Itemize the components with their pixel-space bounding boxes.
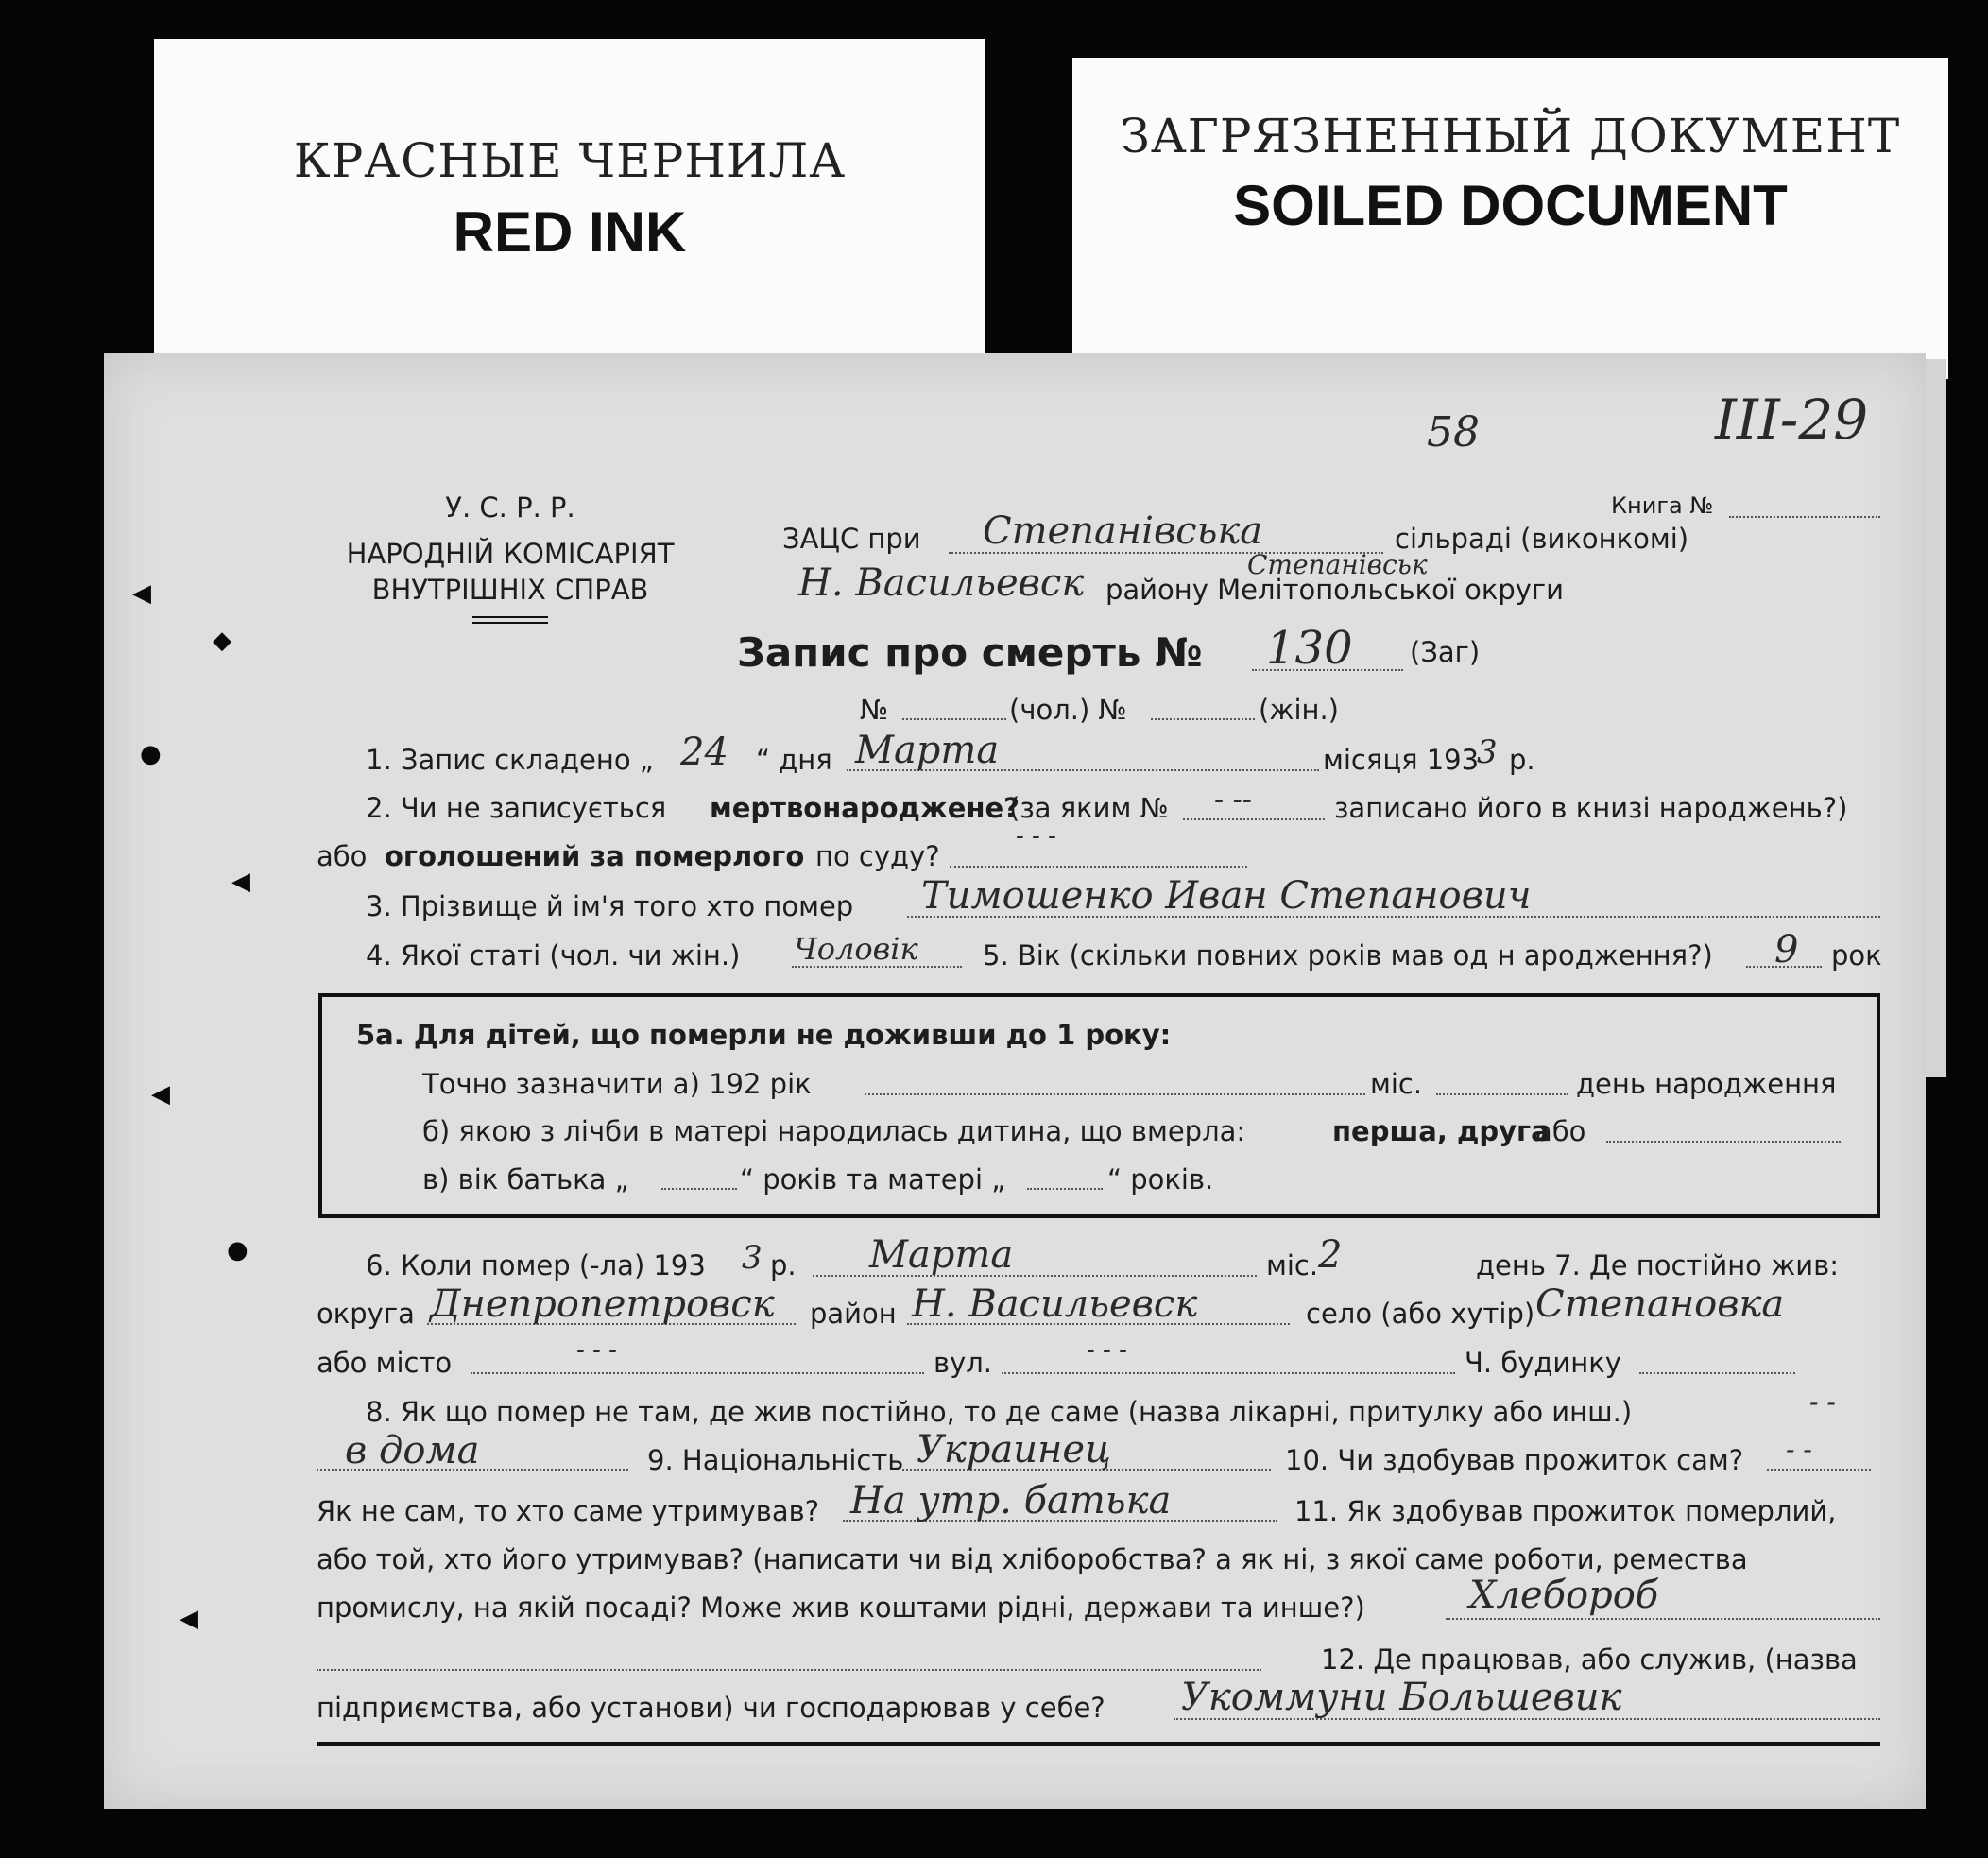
q2-label: 2. Чи не записується (366, 792, 667, 824)
box-line2-label: б) якою з лічби в матері народилась дитина, що вмерла: (422, 1115, 1246, 1147)
box-month-label: міс. (1370, 1068, 1423, 1100)
commissariat-header: НАРОДНІЙ КОМІСАРІЯТ (346, 538, 675, 570)
zags-suffix: сільраді (виконкомі) (1395, 523, 1689, 555)
red-ink-label-ru: КРАСНЫЕ ЧЕРНИЛА (293, 133, 847, 188)
rayon-overwrite-hand: Степанівськ (1247, 549, 1428, 580)
q8-place-hand: в дома (345, 1429, 480, 1472)
q7-city-label: або місто (317, 1347, 453, 1379)
q4-label: 4. Якої статі (чол. чи жін.) (366, 939, 741, 972)
q6-month-label: міс. (1266, 1249, 1319, 1282)
q12-line2: підприємства, або установи) чи господарював у себе? (317, 1692, 1105, 1724)
q11-answer-line (1446, 1618, 1880, 1620)
record-title-suffix: (Заг) (1410, 636, 1481, 668)
q6-month-hand: Марта (869, 1233, 1014, 1277)
q7-street-hand: - - - (1087, 1336, 1127, 1365)
q6-day-hand: 2 (1318, 1233, 1343, 1277)
q6-year-hand: 3 (742, 1239, 763, 1277)
q2-stillborn: мертвонароджене? (710, 792, 1020, 824)
q10b-label: Як не сам, то хто саме утримував? (317, 1495, 820, 1527)
q5-label: 5. Вік (скільки повних років мав од н ародження?) (983, 939, 1713, 972)
q12-workplace-hand: Укоммуни Большевик (1181, 1676, 1622, 1719)
soiled-label-ru: ЗАГРЯЗНЕННЫЙ ДОКУМЕНТ (1120, 109, 1901, 163)
book-number-line (1729, 516, 1880, 518)
q1-month-hand: Марта (855, 729, 1000, 772)
q5-age-hand: 9 (1774, 928, 1799, 972)
q8-label: 8. Як що помер не там, де жив постійно, то де саме (назва лікарні, притулку або инш.) (366, 1396, 1633, 1428)
q1-label: 1. Запис складено „ (366, 744, 654, 776)
box-title: 5а. Для дітей, що померли не доживши до 1 року: (356, 1019, 1172, 1051)
punch-hole: ◀ (151, 1080, 170, 1109)
corner-number: 58 (1427, 408, 1480, 456)
q11-label: 11. Як здобував прожиток померлий, (1294, 1495, 1837, 1527)
q7-rayon-label: район (810, 1298, 897, 1330)
box-or-label: або (1535, 1115, 1586, 1147)
q7-okruga-label: округа (317, 1298, 415, 1330)
box-years-label: “ років. (1107, 1163, 1214, 1196)
q3-name-hand: Тимошенко Иван Степанович (921, 874, 1532, 918)
punch-hole: ● (227, 1236, 248, 1264)
q6-year-suffix: р. (770, 1249, 797, 1282)
q2-number-label: (за яким № (1009, 792, 1169, 824)
q2b-court-label: по суду? (815, 840, 940, 872)
q7-okruga-hand: Днепропетровск (430, 1282, 775, 1326)
q10-hand: - - (1786, 1434, 1812, 1465)
sub-male-label: (чол.) № (1009, 694, 1127, 726)
q11-line2: або той, хто його утримував? (написати чи від хліборобства? а як ні, з якої саме роботи, ремества (317, 1543, 1748, 1575)
q8-dash-hand: - - (1809, 1386, 1836, 1418)
sub-female-label: (жін.) (1259, 694, 1339, 726)
q5-years-label: рок (1831, 939, 1882, 972)
q6-label: 6. Коли помер (-ла) 193 (366, 1249, 706, 1282)
q7-street-label: вул. (934, 1347, 993, 1379)
box-order-line (1606, 1141, 1841, 1143)
box-mother-label: “ років та матері „ (740, 1163, 1006, 1196)
soiled-label-en: SOILED DOCUMENT (1233, 174, 1788, 237)
book-label: Книга № (1611, 492, 1714, 519)
punch-hole: ● (140, 740, 162, 768)
q3-label: 3. Прізвище й ім'я того хто помер (366, 890, 854, 922)
q10-label: 10. Чи здобував прожиток сам? (1285, 1444, 1744, 1476)
document-back-edge (1926, 359, 1946, 1077)
q1-year-hand: 3 (1477, 733, 1498, 771)
q2b-or: або (317, 840, 368, 872)
q2b-court-line (950, 866, 1247, 868)
box-father-label: в) вік батька „ (422, 1163, 629, 1196)
q9-nationality-hand: Украинец (917, 1428, 1111, 1471)
q1-day-label: “ дня (756, 744, 832, 776)
archive-code: III-29 (1715, 387, 1869, 452)
q10b-hand: На утр. батька (850, 1479, 1172, 1523)
q1-month-label: місяця 193 (1323, 744, 1480, 776)
red-ink-label-card (154, 39, 985, 360)
internal-affairs-header: ВНУТРІШНІХ СПРАВ (371, 574, 649, 606)
record-title: Запис про смерть № (737, 629, 1203, 676)
box-father-line (661, 1188, 737, 1190)
q2-number-line (1183, 818, 1325, 820)
q7-house-label: Ч. будинку (1465, 1347, 1621, 1379)
punch-hole: ◆ (213, 627, 231, 655)
box-month-line (1436, 1093, 1568, 1095)
q12-label: 12. Де працював, або служив, (назва (1321, 1643, 1858, 1676)
box-line1-label: Точно зазначити а) 192 рік (422, 1068, 812, 1100)
q7-house-line (1639, 1372, 1795, 1374)
rayon-suffix: району Мелітопольської округи (1105, 574, 1565, 606)
q7-village-label: село (або хутір) (1306, 1298, 1535, 1330)
punch-hole: ◀ (132, 579, 151, 608)
q7-street-line (1002, 1372, 1455, 1374)
bottom-rule (317, 1742, 1880, 1746)
ussr-header: У. С. Р. Р. (445, 491, 575, 524)
sub-number-label: № (860, 694, 889, 726)
red-ink-label-en: RED INK (453, 200, 687, 264)
box-birthday-label: день народження (1576, 1068, 1837, 1100)
box-mother-line (1027, 1188, 1103, 1190)
q7-city-line (471, 1372, 924, 1374)
header-divider (472, 622, 548, 624)
soiled-document-label-card (1072, 58, 1948, 379)
q10-line (1767, 1469, 1871, 1471)
q6-day-label: день 7. Де постійно жив: (1476, 1249, 1839, 1282)
q11-line3: промислу, на якій посаді? Може жив коштами рідні, держави та инше?) (317, 1591, 1365, 1624)
q4-sex-hand: Чоловік (794, 931, 918, 967)
q7-village-hand: Степановка (1535, 1282, 1785, 1326)
punch-hole: ◀ (231, 868, 250, 896)
q2b-court-hand: - - - (1016, 822, 1056, 851)
q2-number-hand: - -- (1214, 783, 1252, 817)
box-first-second: перша, друга (1332, 1115, 1550, 1147)
record-number-hand: 130 (1266, 622, 1353, 675)
q11-extra-line (317, 1669, 1261, 1671)
q7-rayon-hand: Н. Васильевск (912, 1282, 1198, 1326)
q9-label: 9. Національність (647, 1444, 904, 1476)
male-number-line (902, 718, 1006, 720)
header-divider (472, 616, 548, 618)
village-council-hand: Степанівська (983, 509, 1263, 553)
q7-city-hand: - - - (576, 1336, 617, 1365)
q2-book-label: записано його в книзі народжень?) (1334, 792, 1848, 824)
punch-hole: ◀ (180, 1605, 198, 1633)
zags-prefix: ЗАЦС при (782, 523, 921, 555)
rayon-hand: Н. Васильевск (798, 561, 1085, 605)
q2b-declared-dead: оголошений за померлого (385, 840, 805, 872)
q1-year-suffix: р. (1509, 744, 1535, 776)
q1-day-hand: 24 (680, 731, 728, 774)
q11-occupation-hand: Хлебороб (1469, 1574, 1659, 1617)
box-year-line (865, 1093, 1365, 1095)
female-number-line (1151, 718, 1255, 720)
